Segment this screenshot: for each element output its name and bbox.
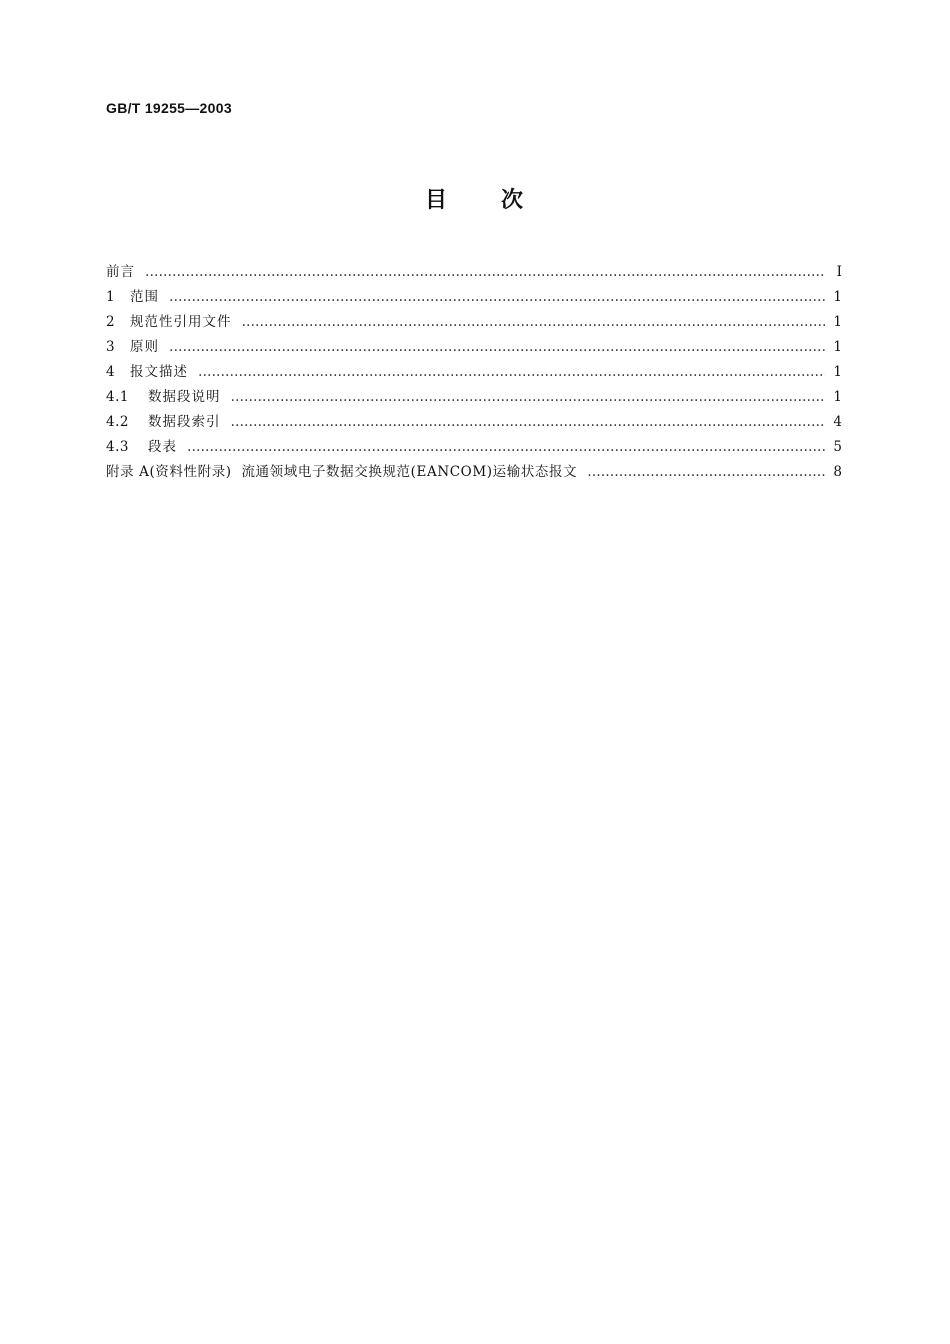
table-of-contents — [106, 260, 842, 485]
toc-leader-dots — [587, 460, 825, 485]
toc-entry-principles[interactable] — [106, 335, 842, 360]
toc-entry-page: 1 — [833, 289, 842, 305]
toc-entry-text: 报文描述 — [130, 364, 188, 380]
toc-leader-dots — [231, 385, 826, 410]
toc-entry-number: 3 — [106, 339, 116, 355]
toc-entry-scope[interactable] — [106, 285, 842, 310]
toc-title-left: 目 — [424, 188, 449, 213]
toc-leader-dots — [187, 435, 825, 460]
toc-entry-text: 规范性引用文件 — [130, 314, 232, 330]
document-code: GB/T 19255—2003 — [106, 100, 232, 116]
toc-leader-dots — [231, 410, 826, 435]
toc-entry-text: 数据段索引 — [148, 414, 221, 430]
toc-leader-dots — [169, 285, 825, 310]
toc-entry-segment-table[interactable] — [106, 435, 842, 460]
toc-entry-number: 4.2 — [106, 414, 129, 430]
toc-entry-page: 1 — [833, 339, 842, 355]
toc-entry-number: 2 — [106, 314, 116, 330]
toc-entry-text: 段表 — [148, 439, 177, 455]
toc-entry-page: 8 — [833, 464, 842, 480]
toc-entry-text: 范围 — [130, 289, 159, 305]
toc-entry-message-description[interactable] — [106, 360, 842, 385]
toc-entry-number: 4 — [106, 364, 116, 380]
toc-leader-dots — [198, 360, 825, 385]
toc-entry-text: 附录 A(资料性附录) 流通领域电子数据交换规范(EANCOM)运输状态报文 — [106, 464, 578, 480]
toc-entry-page: 4 — [833, 414, 842, 430]
toc-entry-foreword[interactable] — [106, 260, 842, 285]
toc-entry-number: 4.3 — [106, 439, 129, 455]
toc-entry-normative-references[interactable] — [106, 310, 842, 335]
toc-entry-number: 4.1 — [106, 389, 129, 405]
toc-entry-text: 原则 — [130, 339, 159, 355]
toc-leader-dots — [242, 310, 826, 335]
toc-title-right: 次 — [501, 188, 526, 213]
toc-title — [0, 183, 950, 214]
toc-leader-dots — [169, 335, 825, 360]
toc-entry-page: 1 — [833, 314, 842, 330]
toc-entry-text: 数据段说明 — [148, 389, 221, 405]
toc-entry-segment-description[interactable] — [106, 385, 842, 410]
toc-entry-page: 1 — [833, 389, 842, 405]
toc-entry-segment-index[interactable] — [106, 410, 842, 435]
toc-entry-page: I — [836, 264, 842, 280]
toc-entry-annex-a[interactable] — [106, 460, 842, 485]
toc-entry-number: 1 — [106, 289, 116, 305]
toc-entry-text: 前言 — [106, 264, 135, 280]
toc-leader-dots — [145, 260, 826, 285]
toc-entry-page: 1 — [833, 364, 842, 380]
toc-entry-page: 5 — [833, 439, 842, 455]
